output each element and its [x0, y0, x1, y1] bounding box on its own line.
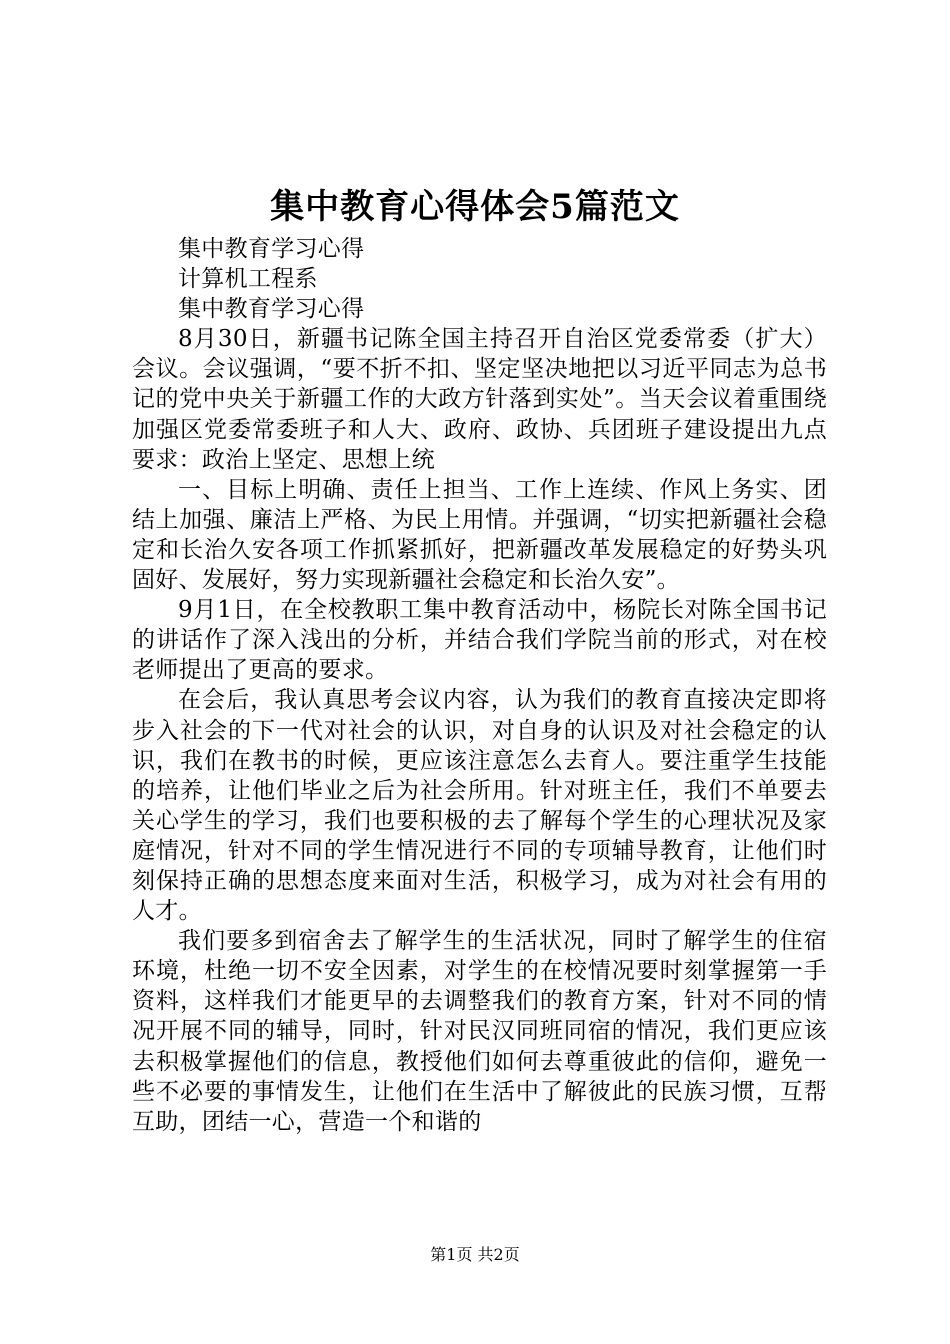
paragraph: 8月30日，新疆书记陈全国主持召开自治区党委常委（扩大）会议。会议强调，“要不折不扣、坚定坚决地把以习近平同志为总书记的党中央关于新疆工作的大政方针落到实处”。当天会议着重围绕加强区党委常委班子和人大、政府、政协、兵团班子建设提出九点要求：政治上坚定、思想上统	[132, 326, 827, 473]
document-body	[132, 234, 827, 1137]
paragraph: 集中教育学习心得	[178, 236, 365, 262]
document-title: 集中教育心得体会5篇范文	[270, 187, 680, 227]
paragraph: 9月1日，在全校教职工集中教育活动中，杨院长对陈全国书记的讲话作了深入浅出的分析，并结合我们学院当前的形式，对在校老师提出了更高的要求。	[132, 597, 827, 684]
paragraph: 一、目标上明确、责任上担当、工作上连续、作风上务实、团结上加强、廉洁上严格、为民上用情。并强调，“切实把新疆社会稳定和长治久安各项工作抓紧抓好，把新疆改革发展稳定的好势头巩固好、发展好，努力实现新疆社会稳定和长治久安”。	[132, 476, 827, 594]
paragraph: 在会后，我认真思考会议内容，认为我们的教育直接决定即将步入社会的下一代对社会的认识，对自身的认识及对社会稳定的认识，我们在教书的时候，更应该注意怎么去育人。要注重学生技能的培养，让他们毕业之后为社会所用。针对班主任，我们不单要去关心学生的学习，我们也要积极的去了解每个学生的心理状况及家庭情况，针对不同的学生情况进行不同的专项辅导教育，让他们时刻保持正确的思想态度来面对生活，积极学习，成为对社会有用的人才。	[132, 687, 827, 925]
paragraph: 我们要多到宿舍去了解学生的生活状况，同时了解学生的住宿环境，杜绝一切不安全因素，对学生的在校情况要时刻掌握第一手资料，这样我们才能更早的去调整我们的教育方案，针对不同的情况开展不同的辅导，同时，针对民汉同班同宿的情况，我们更应该去积极掌握他们的信息，教授他们如何去尊重彼此的信仰，避免一些不必要的事情发生，让他们在生活中了解彼此的民族习惯，互帮互助，团结一心，营造一个和谐的	[132, 928, 827, 1135]
paragraph: 计算机工程系	[178, 266, 318, 293]
page-number-footer: 第1页 共2页	[430, 1245, 520, 1264]
paragraph: 集中教育学习心得	[178, 296, 365, 323]
